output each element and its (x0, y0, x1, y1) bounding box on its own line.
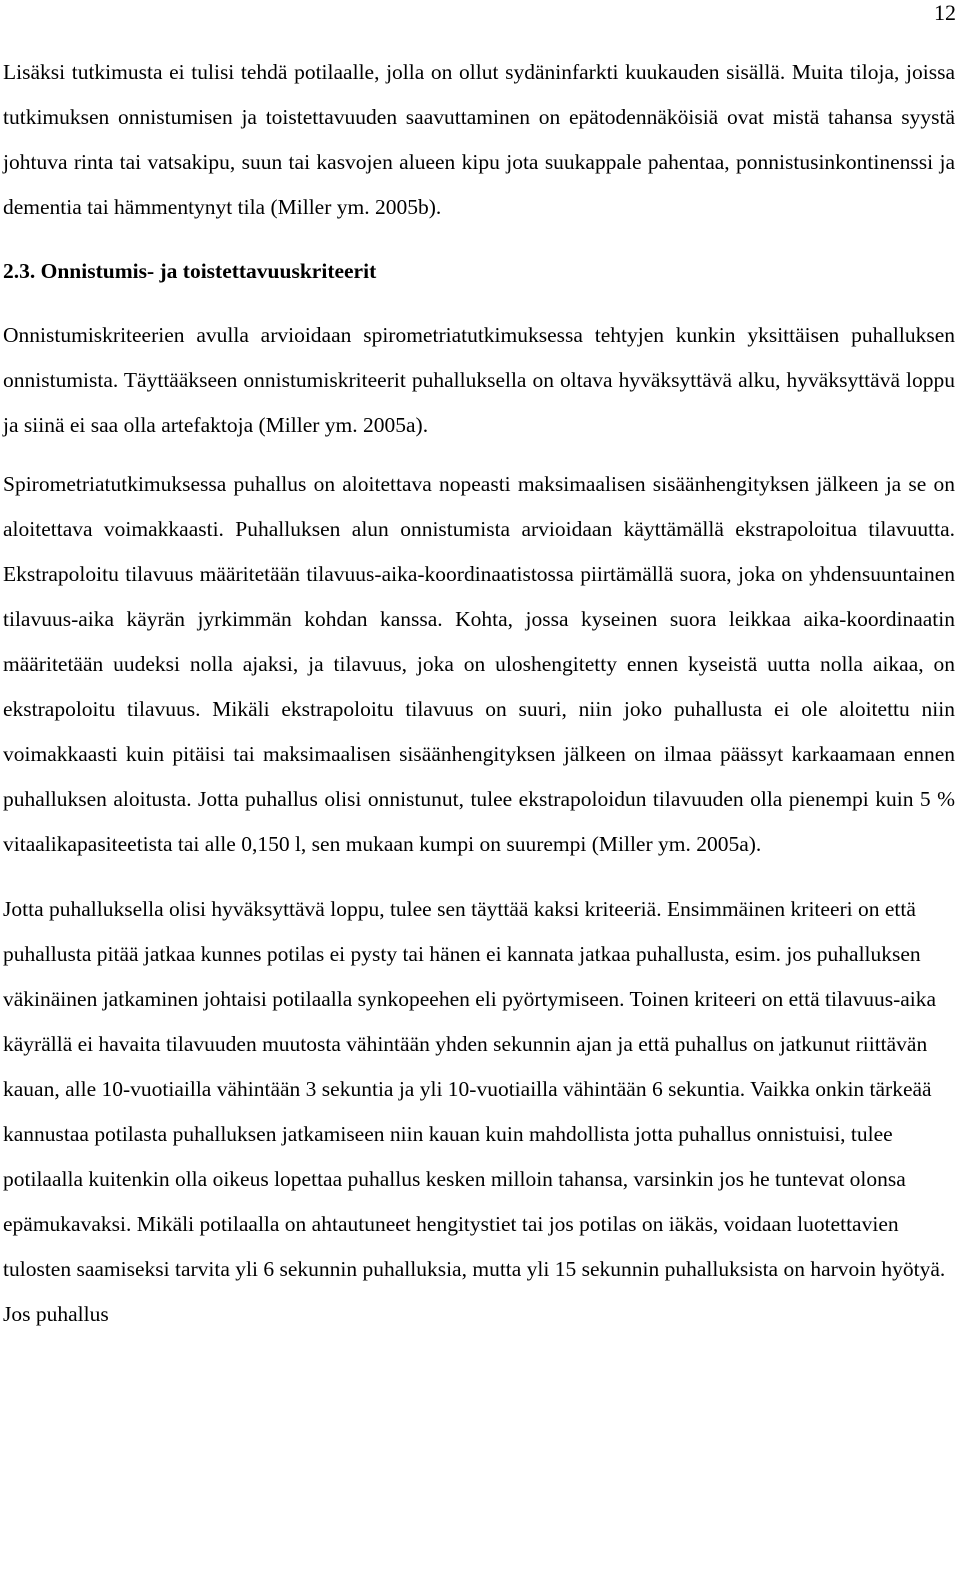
paragraph-gap (3, 448, 955, 462)
paragraph-success-criteria: Onnistumiskriteerien avulla arvioidaan spirometriatutkimuksessa tehtyjen kunkin yksittäisen puhalluksen onnistumista. Täyttääkseen onnistumiskriteerit puhalluksella on oltava hyväksyttävä alku, hyväksyttävä loppu ja siinä ei saa olla artefaktoja (Miller ym. 2005a). (3, 323, 955, 437)
page-number: 12 (934, 0, 956, 25)
paragraph-gap (3, 294, 955, 313)
paragraph-contraindications: Lisäksi tutkimusta ei tulisi tehdä potilaalle, jolla on ollut sydäninfarkti kuukauden sisällä. Muita tiloja, joissa tutkimuksen onnistumisen ja toistettavuuden saavuttaminen on epätodennäköisiä ovat mistä tahansa syystä johtuva rinta tai vatsakipu, suun tai kasvojen alueen kipu jota suukappale pahentaa, ponnistusinkontinenssi ja dementia tai hämmentynyt tila (Miller ym. 2005b). (3, 60, 955, 219)
document-body (3, 50, 955, 1337)
paragraph-acceptable-end: Jotta puhalluksella olisi hyväksyttävä loppu, tulee sen täyttää kaksi kriteeriä. Ensimmäinen kriteeri on että puhallusta pitää jatkaa kunnes potilas ei pysty tai hänen ei kannata jatkaa puhallusta, esim. jos puhalluksen väkinäinen jatkaminen johtaisi potilaalla synkopeehen eli pyörtymiseen. Toinen kriteeri on että tilavuus-aika käyrällä ei havaita tilavuuden muutosta vähintään yhden sekunnin ajan ja että puhallus on jatkunut riittävän kauan, alle 10-vuotiailla vähintään 3 sekuntia ja yli 10-vuotiailla vähintään 6 sekuntia. Vaikka onkin tärkeää kannustaa potilasta puhalluksen jatkamiseen niin kauan kuin mahdollista jotta puhallus onnistuisi, tulee potilaalla kuitenkin olla oikeus lopettaa puhallus kesken milloin tahansa, varsinkin jos he tuntevat olonsa epämukavaksi. Mikäli potilaalla on ahtautuneet hengitystiet tai jos potilas on iäkäs, voidaan luotettavien tulosten saamiseksi tarvita yli 6 sekunnin puhalluksia, mutta yli 15 sekunnin puhalluksista on harvoin hyötyä. Jos puhallus (3, 897, 946, 1326)
paragraph-gap (3, 867, 955, 887)
paragraph-gap (3, 230, 955, 249)
paragraph-extrapolated-volume: Spirometriatutkimuksessa puhallus on aloitettava nopeasti maksimaalisen sisäänhengityksen jälkeen ja se on aloitettava voimakkaasti. Puhalluksen alun onnistumista arvioidaan käyttämällä ekstrapoloitua tilavuutta. Ekstrapoloitu tilavuus määritetään tilavuus-aika-koordinaatistossa piirtämällä suora, joka on yhdensuuntainen tilavuus-aika käyrän jyrkimmän kohdan kanssa. Kohta, jossa kyseinen suora leikkaa aika-koordinaatin määritetään uudeksi nolla ajaksi, ja tilavuus, joka on uloshengitetty ennen kyseistä uutta nolla aikaa, on ekstrapoloitu tilavuus. Mikäli ekstrapoloitu tilavuus on suuri, niin joko puhallusta ei ole aloitettu niin voimakkaasti kuin pitäisi tai maksimaalisen sisäänhengityksen jälkeen on ilmaa päässyt karkaamaan ennen puhalluksen aloitusta. Jotta puhallus olisi onnistunut, tulee ekstrapoloidun tilavuuden olla pienempi kuin 5 % vitaalikapasiteetista tai alle 0,150 l, sen mukaan kumpi on suurempi (Miller ym. 2005a). (3, 472, 955, 856)
section-heading: 2.3. Onnistumis- ja toistettavuuskriteerit (3, 259, 377, 283)
